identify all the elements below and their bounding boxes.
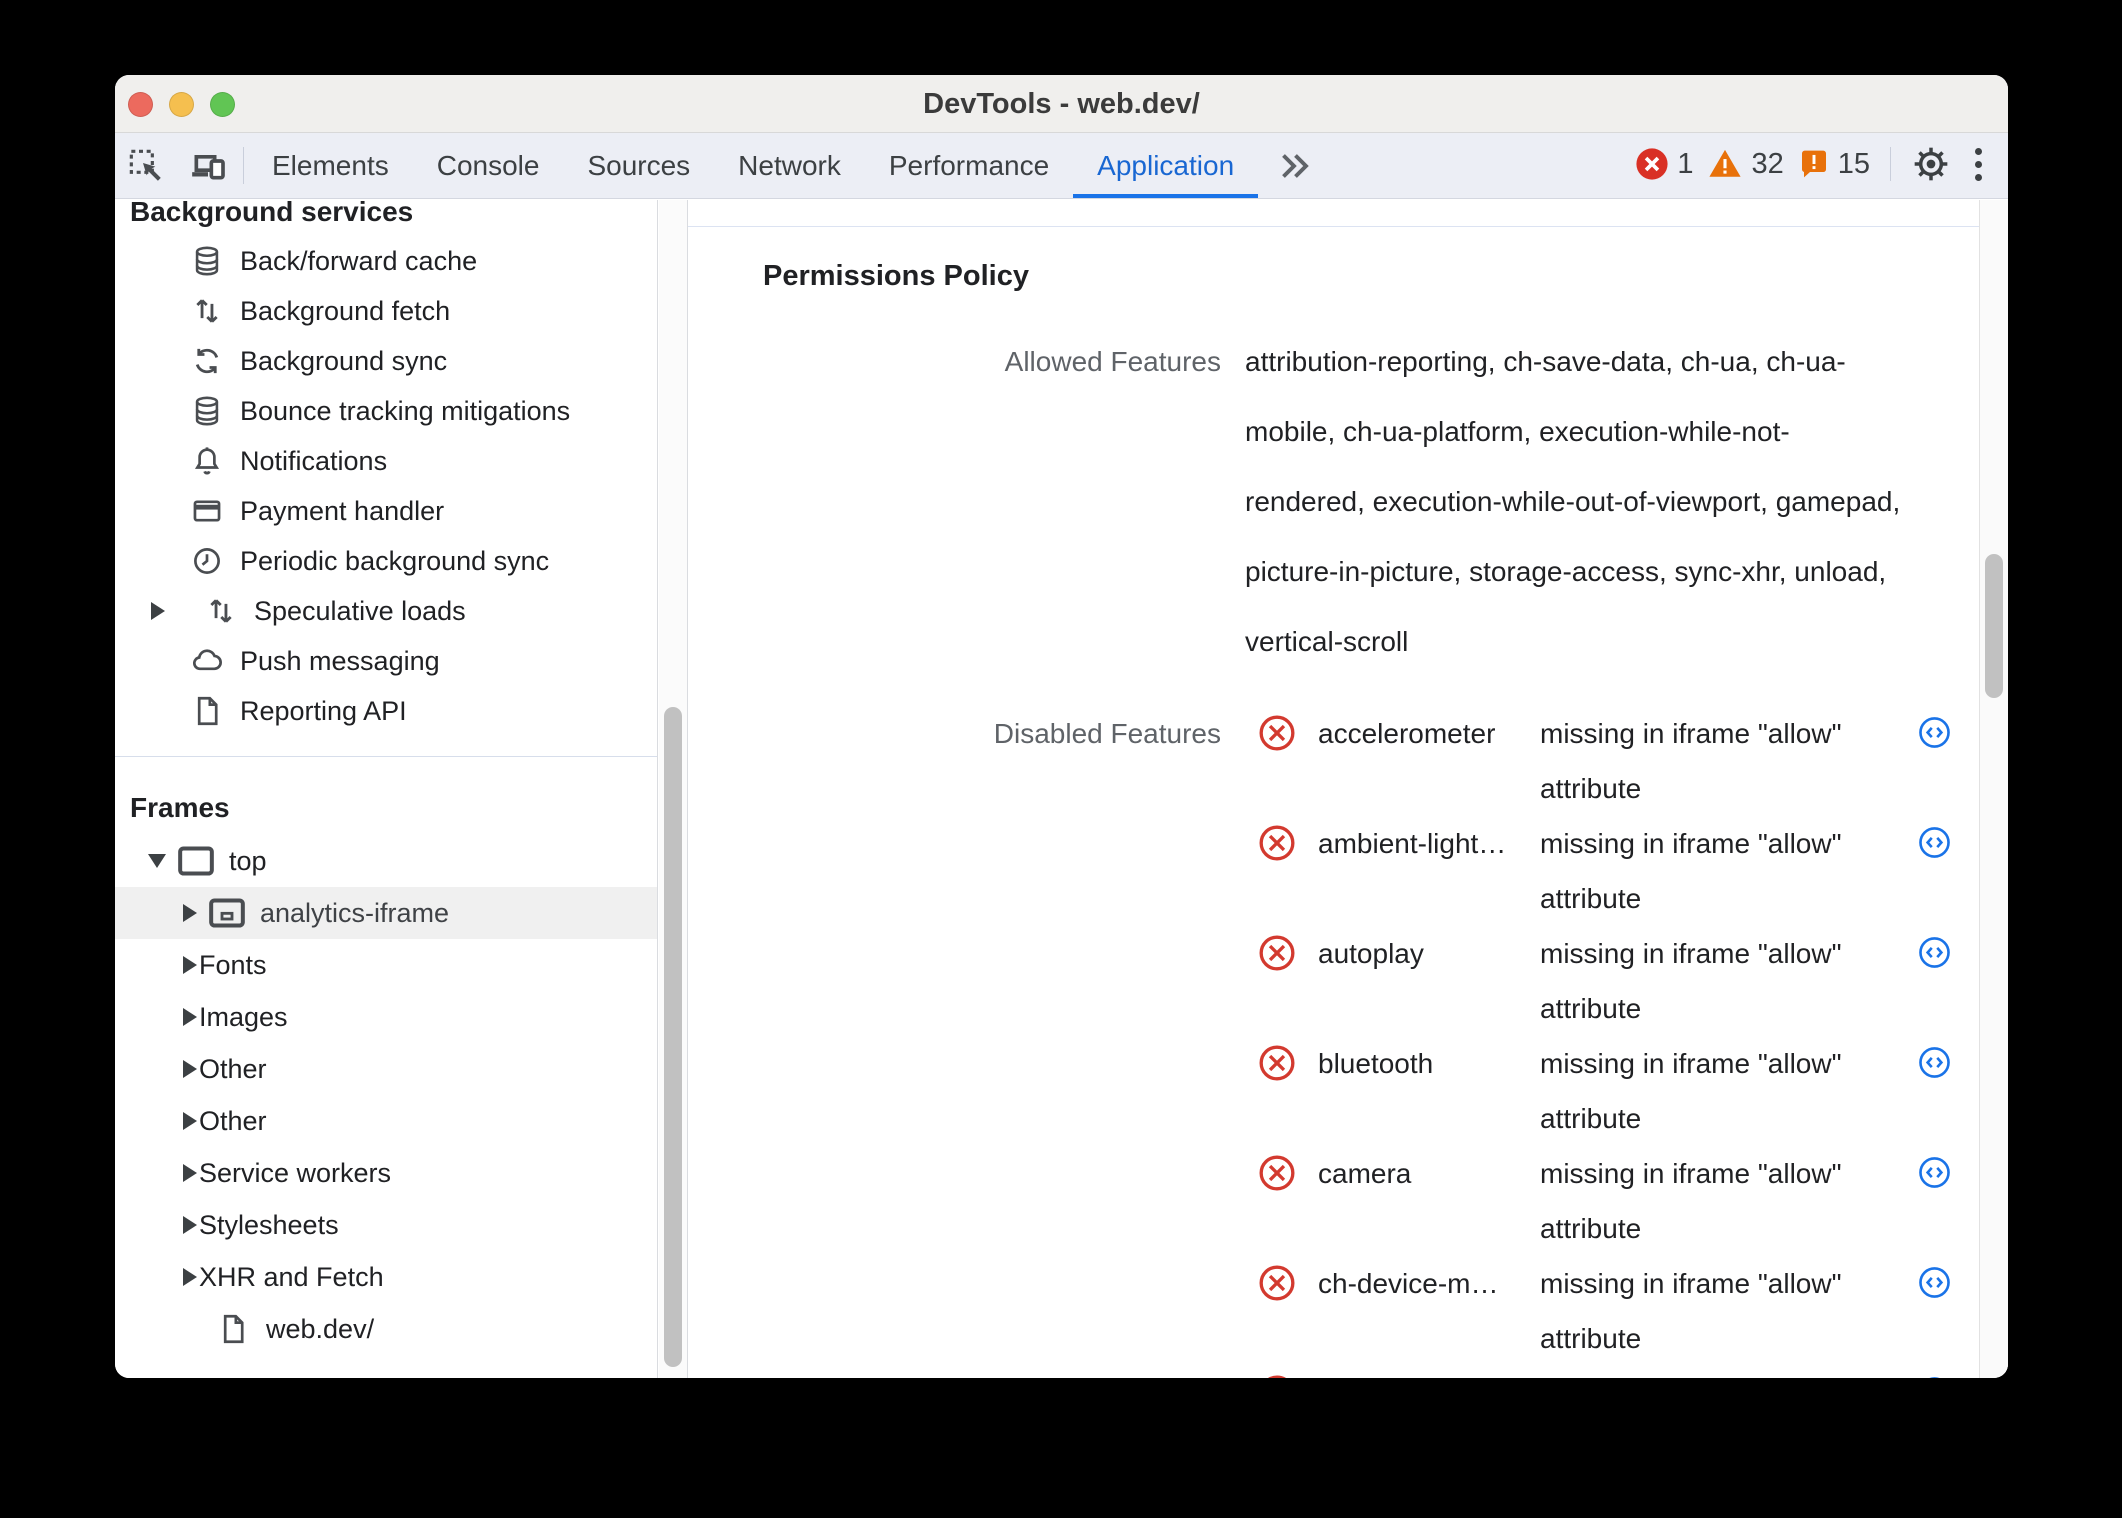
feature-name: ambient-light… xyxy=(1318,828,1507,859)
feature-reason: missing in iframe "allow" attribute xyxy=(1540,1048,1842,1134)
frame-tree-item-other-2[interactable]: Other xyxy=(115,1095,657,1147)
allowed-features-line: picture-in-picture, storage-access, sync-xhr, unload, xyxy=(1245,556,1887,587)
allowed-features-line: vertical-scroll xyxy=(1245,626,1409,657)
frame-tree-item-fonts[interactable]: Fonts xyxy=(115,939,657,991)
inspect-element-button[interactable] xyxy=(115,133,177,198)
allowed-features-line: mobile, ch-ua-platform, execution-while-not- xyxy=(1245,416,1790,447)
sidebar-scrollbar-thumb[interactable] xyxy=(664,707,682,1367)
issues-badge[interactable] xyxy=(1798,148,1870,181)
expander-collapsed-icon[interactable] xyxy=(183,1060,197,1078)
frame-tree-item-stylesheets[interactable]: Stylesheets xyxy=(115,1199,657,1251)
disabled-feature-row xyxy=(760,1256,1979,1366)
tab-elements[interactable]: Elements xyxy=(272,149,389,181)
toggle-device-toolbar-button[interactable] xyxy=(177,133,239,198)
error-icon xyxy=(1635,147,1669,181)
expander-expanded-icon[interactable] xyxy=(148,854,166,868)
sidebar-item-bounce-tracking-mitigations[interactable]: Bounce tracking mitigations xyxy=(115,386,657,436)
credit-card-icon xyxy=(189,493,225,529)
sidebar-item-notifications[interactable]: Notifications xyxy=(115,436,657,486)
document-icon xyxy=(189,693,225,729)
application-sidebar xyxy=(115,200,658,1378)
more-options-button[interactable] xyxy=(1965,148,1992,181)
sidebar-item-background-sync[interactable]: Background sync xyxy=(115,336,657,386)
disabled-feature-row xyxy=(760,706,1979,816)
disabled-feature-row xyxy=(760,1146,1979,1256)
expander-collapsed-icon[interactable] xyxy=(151,602,165,620)
blocked-icon xyxy=(1258,1154,1296,1192)
allowed-features-line: attribution-reporting, ch-save-data, ch-ua, ch-ua- xyxy=(1245,346,1846,377)
database-icon xyxy=(189,243,225,279)
expander-collapsed-icon[interactable] xyxy=(183,1164,197,1182)
expander-collapsed-icon[interactable] xyxy=(183,1008,197,1026)
sidebar-item-push-messaging[interactable]: Push messaging xyxy=(115,636,657,686)
feature-name: ch-device-m… xyxy=(1318,1268,1499,1299)
expander-collapsed-icon[interactable] xyxy=(183,1112,197,1130)
expander-collapsed-icon[interactable] xyxy=(183,1268,197,1286)
blocked-icon xyxy=(1258,934,1296,972)
view-source-icon[interactable] xyxy=(1918,1376,1951,1378)
disabled-feature-row xyxy=(760,1036,1979,1146)
console-errors-badge[interactable] xyxy=(1635,147,1693,181)
frame-tree-item-other-1[interactable]: Other xyxy=(115,1043,657,1095)
gear-icon xyxy=(1911,144,1951,184)
warning-icon xyxy=(1707,147,1743,181)
clock-icon xyxy=(189,543,225,579)
devtools-window xyxy=(115,75,2008,1378)
allowed-features-label: Allowed Features xyxy=(1004,346,1221,377)
expander-collapsed-icon[interactable] xyxy=(183,904,197,922)
tab-performance[interactable]: Performance xyxy=(888,149,1050,181)
sidebar-item-periodic-background-sync[interactable]: Periodic background sync xyxy=(115,536,657,586)
expander-collapsed-icon[interactable] xyxy=(183,956,197,974)
tab-network[interactable]: Network xyxy=(738,149,841,181)
frame-tree-item-images[interactable]: Images xyxy=(115,991,657,1043)
blocked-icon xyxy=(1258,1264,1296,1302)
tab-console[interactable]: Console xyxy=(436,149,540,181)
view-source-icon[interactable] xyxy=(1918,1266,1951,1299)
console-warnings-badge[interactable] xyxy=(1707,147,1783,181)
disabled-feature-row xyxy=(760,816,1979,926)
bell-icon xyxy=(189,443,225,479)
allowed-features-value xyxy=(1245,327,1985,677)
feature-name: bluetooth xyxy=(1318,1048,1434,1079)
frame-tree-item-analytics-iframe[interactable]: analytics-iframe xyxy=(115,887,657,939)
main-panel-scrollbar[interactable] xyxy=(1979,200,2008,1378)
disabled-feature-row-partial xyxy=(760,1366,1979,1378)
permissions-policy-title: Permissions Policy xyxy=(763,260,1029,292)
view-source-icon[interactable] xyxy=(1918,716,1951,749)
feature-name: accelerometer xyxy=(1318,718,1496,749)
sidebar-item-reporting-api[interactable]: Reporting API xyxy=(115,686,657,736)
frame-tree-item-webdev[interactable]: web.dev/ xyxy=(115,1303,657,1355)
arrows-up-down-icon xyxy=(203,593,239,629)
devtools-content xyxy=(115,200,2008,1378)
frame-tree-item-service-workers[interactable]: Service workers xyxy=(115,1147,657,1199)
arrows-up-down-icon xyxy=(189,293,225,329)
disabled-features-label: Disabled Features xyxy=(993,718,1221,749)
sidebar-item-speculative-loads[interactable]: Speculative loads xyxy=(115,586,657,636)
view-source-icon[interactable] xyxy=(1918,1046,1951,1079)
iframe-icon xyxy=(207,895,247,931)
blocked-icon xyxy=(1258,824,1296,862)
allowed-features-line: rendered, execution-while-out-of-viewport, gamepad, xyxy=(1245,486,1901,517)
sidebar-scrollbar[interactable] xyxy=(659,200,688,1378)
issue-count: 15 xyxy=(1837,147,1870,180)
blocked-icon xyxy=(1258,1374,1296,1378)
window-titlebar xyxy=(115,75,2008,133)
feature-name: camera xyxy=(1318,1158,1412,1189)
issues-icon xyxy=(1798,148,1830,180)
kebab-icon xyxy=(1975,148,1982,155)
blocked-icon xyxy=(1258,714,1296,752)
sidebar-item-payment-handler[interactable]: Payment handler xyxy=(115,486,657,536)
feature-name: autoplay xyxy=(1318,938,1424,969)
view-source-icon[interactable] xyxy=(1918,826,1951,859)
window-title: DevTools - web.dev/ xyxy=(923,87,1200,120)
inspect-cursor-icon xyxy=(126,146,166,186)
devtools-toolbar xyxy=(115,133,2008,199)
sync-icon xyxy=(189,343,225,379)
feature-reason: missing in iframe "allow" attribute xyxy=(1540,1268,1842,1354)
view-source-icon[interactable] xyxy=(1918,1156,1951,1189)
feature-reason: missing in iframe "allow" attribute xyxy=(1540,938,1842,1024)
feature-reason: missing in iframe "allow" attribute xyxy=(1540,828,1842,914)
disabled-feature-row xyxy=(760,926,1979,1036)
chevron-double-right-icon xyxy=(1276,151,1312,181)
toolbar-right-group xyxy=(1635,133,1992,195)
frame-icon xyxy=(176,843,216,879)
database-icon xyxy=(189,393,225,429)
toolbar-divider xyxy=(1890,147,1891,181)
disabled-features-list xyxy=(760,706,1979,1378)
sidebar-item-back-forward-cache[interactable]: Back/forward cache xyxy=(115,236,657,286)
blocked-icon xyxy=(1258,1044,1296,1082)
section-frames: Frames xyxy=(130,792,230,823)
main-panel-scrollbar-thumb[interactable] xyxy=(1985,554,2003,698)
sidebar-item-background-fetch[interactable]: Background fetch xyxy=(115,286,657,336)
feature-reason: missing in iframe "allow" attribute xyxy=(1540,718,1842,804)
frame-tree-item-xhr-and-fetch[interactable]: XHR and Fetch xyxy=(115,1251,657,1303)
warning-count: 32 xyxy=(1751,147,1784,180)
toolbar-divider xyxy=(243,147,244,184)
feature-reason: missing in iframe "allow" attribute xyxy=(1540,1158,1842,1244)
frame-details-view xyxy=(760,226,1979,1378)
frame-tree-item-top[interactable]: top xyxy=(115,835,657,887)
cloud-icon xyxy=(189,643,225,679)
tab-application[interactable]: Application xyxy=(1073,133,1258,198)
permissions-policy-panel xyxy=(688,200,2008,1378)
expander-collapsed-icon[interactable] xyxy=(183,1216,197,1234)
error-count: 1 xyxy=(1677,147,1694,180)
view-source-icon[interactable] xyxy=(1918,936,1951,969)
tab-sources[interactable]: Sources xyxy=(587,149,691,181)
section-background-services: Background services xyxy=(130,200,414,227)
document-icon xyxy=(213,1311,253,1347)
settings-button[interactable] xyxy=(1911,144,1951,184)
more-tabs-button[interactable] xyxy=(1258,133,1330,198)
sidebar-divider xyxy=(115,756,657,757)
device-toolbar-icon xyxy=(187,146,229,186)
